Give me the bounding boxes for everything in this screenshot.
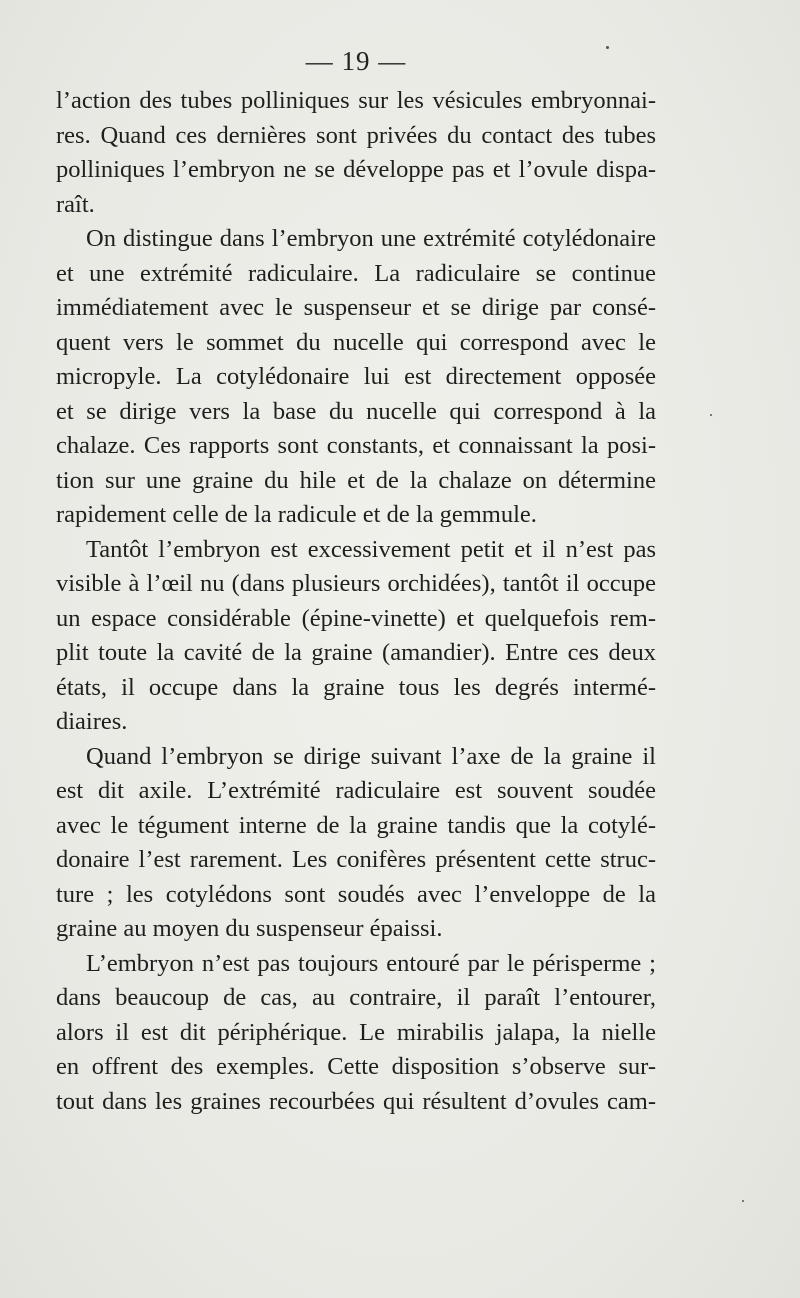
text-line: diaires. bbox=[56, 708, 128, 735]
text-line: états, il occupe dans la graine tous les degrés intermé- bbox=[56, 673, 656, 701]
text-line: graine au moyen du suspenseur épaissi. bbox=[56, 915, 443, 942]
text-line: raît. bbox=[56, 190, 95, 218]
text-line: alors il est dit périphérique. Le mirabilis jalapa, la nielle bbox=[56, 1018, 656, 1046]
scan-speck bbox=[742, 1200, 744, 1202]
text-line: ture ; les cotylédons sont soudés avec l’enveloppe de la bbox=[56, 880, 656, 908]
text-line: res. Quand ces dernières sont privées du contact des tubes bbox=[56, 121, 656, 149]
paragraph-1 bbox=[56, 84, 656, 222]
text-line: micropyle. La cotylédonaire lui est directement opposée bbox=[56, 363, 656, 390]
text-line: l’action des tubes polliniques sur les vésicules embryonnai- bbox=[56, 87, 656, 114]
text-line: plit toute la cavité de la graine (amandier). Entre ces deux bbox=[56, 639, 656, 666]
text-line: tout dans les graines recourbées qui résultent d’ovules cam- bbox=[56, 1087, 656, 1115]
text-line: tion sur une graine du hile et de la chalaze on détermine bbox=[56, 466, 656, 494]
text-line: On distingue dans l’embryon une extrémité cotylédonaire bbox=[86, 225, 656, 252]
text-line: et se dirige vers la base du nucelle qui correspond à la bbox=[56, 397, 656, 425]
text-line: polliniques l’embryon ne se développe pas et l’ovule dispa- bbox=[56, 156, 656, 183]
text-line: immédiatement avec le suspenseur et se dirige par consé- bbox=[56, 294, 656, 321]
text-line: rapidement celle de la radicule et de la gemmule. bbox=[56, 501, 537, 528]
text-line: est dit axile. L’extrémité radiculaire est souvent soudée bbox=[56, 777, 656, 804]
text-line: Tantôt l’embryon est excessivement petit et il n’est pas bbox=[86, 535, 656, 563]
paragraph-3 bbox=[56, 533, 656, 740]
text-line: Quand l’embryon se dirige suivant l’axe de la graine il bbox=[86, 742, 656, 770]
scan-speck bbox=[710, 414, 712, 416]
text-line: avec le tégument interne de la graine tandis que la cotylé- bbox=[56, 811, 656, 839]
text-line: donaire l’est rarement. Les conifères présentent cette struc- bbox=[56, 846, 656, 873]
scan-speck bbox=[606, 46, 609, 49]
text-line: chalaze. Ces rapports sont constants, et connaissant la posi- bbox=[56, 432, 656, 459]
page-number: — 19 — bbox=[305, 46, 407, 76]
text-line: visible à l’œil nu (dans plusieurs orchidées), tantôt il occupe bbox=[56, 570, 656, 597]
paragraph-5 bbox=[56, 947, 656, 1120]
text-line: dans beaucoup de cas, au contraire, il paraît l’entourer, bbox=[56, 984, 656, 1011]
body-text bbox=[56, 84, 656, 1119]
text-line: un espace considérable (épine-vinette) et quelquefois rem- bbox=[56, 604, 656, 632]
paragraph-4 bbox=[56, 740, 656, 947]
paragraph-2 bbox=[56, 222, 656, 533]
text-line: en offrent des exemples. Cette disposition s’observe sur- bbox=[56, 1053, 656, 1080]
text-line: et une extrémité radiculaire. La radiculaire se continue bbox=[56, 259, 656, 287]
text-line: quent vers le sommet du nucelle qui correspond avec le bbox=[56, 328, 656, 356]
text-line: L’embryon n’est pas toujours entouré par le périsperme ; bbox=[86, 949, 656, 977]
